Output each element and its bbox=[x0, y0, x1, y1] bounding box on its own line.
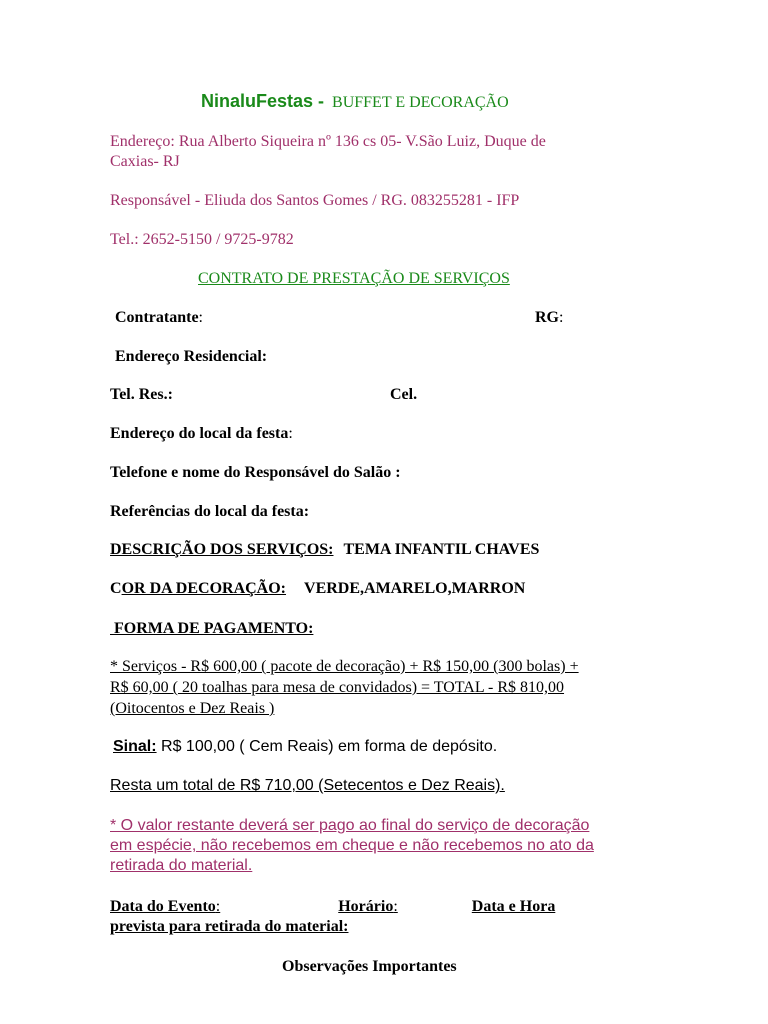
descricao-label: DESCRIÇÃO DOS SERVIÇOS: bbox=[110, 541, 334, 558]
endereco-residencial-label: Endereço Residencial: bbox=[115, 348, 268, 365]
cor-value: VERDE,AMARELO,MARRON bbox=[304, 580, 526, 597]
document-header bbox=[201, 91, 509, 112]
contratante-label: Contratante bbox=[115, 309, 199, 326]
rg-field: RG: bbox=[535, 309, 564, 326]
cel-label: Cel. bbox=[390, 386, 418, 403]
prevista-label: prevista para retirada do material: bbox=[110, 918, 349, 935]
obs-line-2: em espécie, não recebemos em cheque e não recebemos no ato da bbox=[110, 837, 594, 854]
observacoes-heading: Observações Importantes bbox=[282, 958, 457, 975]
cor-label: OR DA DECORAÇÃO: bbox=[121, 580, 287, 597]
endereco-local-field: Endereço do local da festa: bbox=[110, 425, 293, 442]
tel-res-label: Tel. Res.: bbox=[110, 386, 173, 403]
referencias-label: Referências do local da festa: bbox=[110, 503, 310, 520]
sinal-label: Sinal: bbox=[113, 738, 157, 755]
endereco-local-label: Endereço do local da festa bbox=[110, 425, 289, 442]
brand-name: NinaluFestas - bbox=[201, 91, 325, 111]
contratante-field: Contratante: bbox=[115, 309, 203, 326]
cor-decoracao bbox=[110, 580, 525, 598]
descricao-value: TEMA INFANTIL CHAVES bbox=[343, 541, 540, 558]
forma-pagamento-label: FORMA DE PAGAMENTO: bbox=[114, 620, 314, 637]
obs-line-3: retirada do material. bbox=[110, 857, 253, 874]
data-evento-label: Data do Evento bbox=[110, 898, 216, 915]
resta-line: Resta um total de R$ 710,00 (Setecentos e Dez Reais). bbox=[110, 777, 505, 794]
brand-subtitle: BUFFET E DECORAÇÃO bbox=[332, 94, 509, 111]
horario-label: Horário bbox=[338, 898, 394, 915]
rg-label: RG bbox=[535, 309, 559, 326]
telefone-salao-label: Telefone e nome do Responsável do Salão : bbox=[110, 464, 401, 481]
data-evento-line: Data do Evento: Horário: Data e Hora bbox=[110, 898, 556, 915]
phone-line: Tel.: 2652-5150 / 9725-9782 bbox=[110, 231, 294, 248]
servicos-line-1: * Serviços - R$ 600,00 ( pacote de decoração) + R$ 150,00 (300 bolas) + bbox=[110, 658, 579, 675]
obs-line-1: * O valor restante deverá ser pago ao final do serviço de decoração bbox=[110, 817, 590, 834]
sinal-line bbox=[113, 738, 497, 756]
servicos-line-3: (Oitocentos e Dez Reais ) bbox=[110, 700, 275, 717]
sinal-value: R$ 100,00 ( Cem Reais) em forma de depósito. bbox=[161, 738, 498, 755]
cor-prefix: C bbox=[110, 580, 122, 597]
data-hora-label: Data e Hora bbox=[471, 898, 556, 915]
servicos-line-2: R$ 60,00 ( 20 toalhas para mesa de convidados) = TOTAL - R$ 810,00 bbox=[110, 679, 565, 696]
address-line-1: Endereço: Rua Alberto Siqueira nº 136 cs 05- V.São Luiz, Duque de bbox=[110, 133, 546, 150]
responsible-line: Responsável - Eliuda dos Santos Gomes / RG. 083255281 - IFP bbox=[110, 192, 520, 209]
descricao-servicos bbox=[110, 541, 539, 559]
address-line-2: Caxias- RJ bbox=[110, 153, 180, 170]
contract-title: CONTRATO DE PRESTAÇÃO DE SERVIÇOS bbox=[198, 270, 510, 287]
